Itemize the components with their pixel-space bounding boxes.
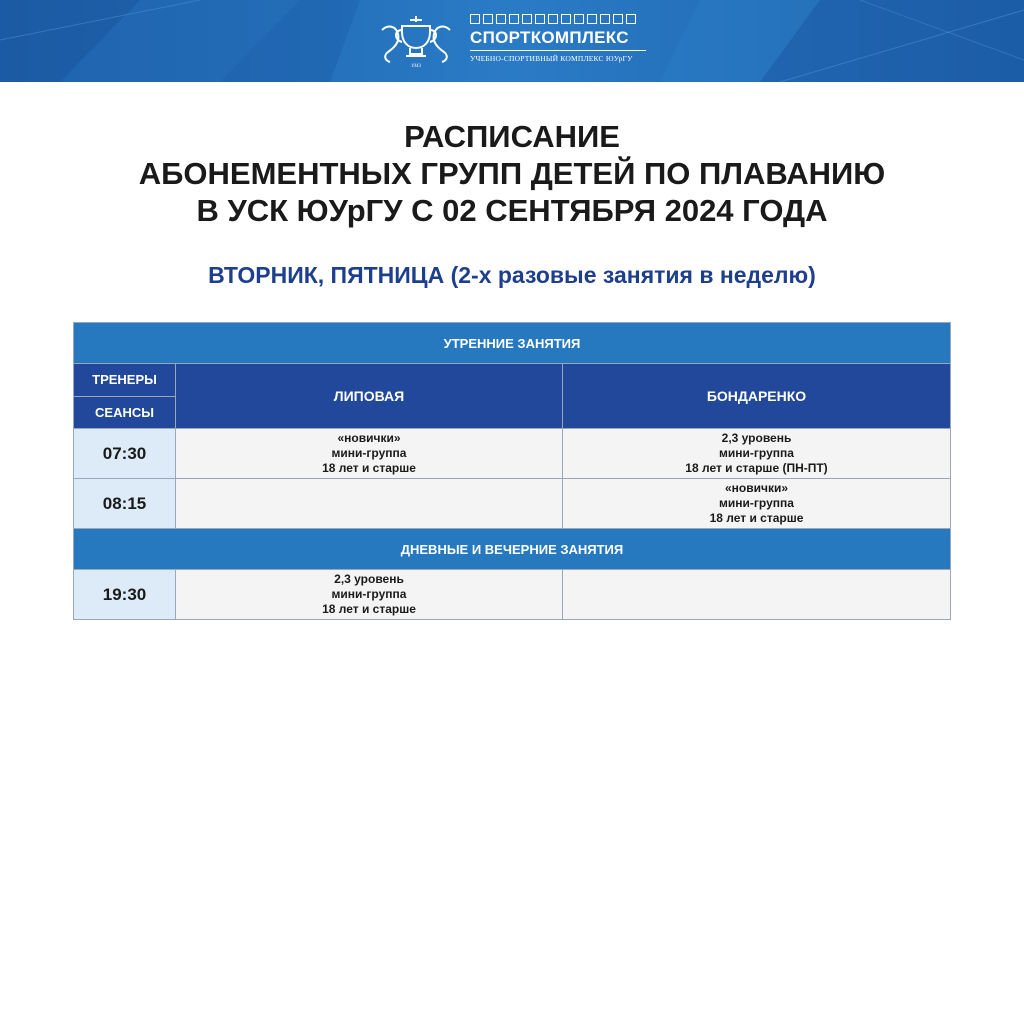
session-cell	[563, 429, 951, 479]
session-cell	[176, 429, 563, 479]
group-format: мини-группа	[331, 587, 407, 601]
title-line-2: АБОНЕМЕНТНЫХ ГРУПП ДЕТЕЙ ПО ПЛАВАНИЮ	[138, 156, 886, 191]
trainers-sessions-header	[74, 364, 176, 429]
session-time: 19:30	[74, 570, 176, 620]
evening-section-header: ДНЕВНЫЕ И ВЕЧЕРНИЕ ЗАНЯТИЯ	[74, 529, 951, 570]
group-age: 18 лет и старше	[322, 461, 416, 475]
session-time: 08:15	[74, 479, 176, 529]
sport-icons-row	[470, 14, 646, 24]
session-cell	[563, 479, 951, 529]
group-type: 2,3 уровень	[334, 572, 404, 586]
brand-block	[470, 12, 646, 63]
session-cell-empty	[176, 479, 563, 529]
sport-icon	[587, 14, 597, 24]
schedule-table	[73, 322, 951, 620]
established-year: 1943	[411, 64, 421, 69]
group-type: «новички»	[724, 481, 789, 495]
sport-icon	[613, 14, 623, 24]
group-format: мини-группа	[719, 446, 794, 460]
schedule-days: ВТОРНИК, ПЯТНИЦА (2-х разовые занятия в неделю)	[208, 262, 816, 288]
title-line-1: РАСПИСАНИЕ	[404, 119, 620, 154]
group-type: «новички»	[337, 431, 401, 445]
session-cell	[176, 570, 563, 620]
group-format: мини-группа	[331, 446, 407, 460]
page-title	[0, 118, 1024, 229]
sport-icon	[600, 14, 610, 24]
emblem-icon	[376, 12, 456, 70]
group-age: 18 лет и старше	[322, 602, 416, 616]
sport-icon	[561, 14, 571, 24]
coach-bondarenko: БОНДАРЕНКО	[563, 364, 951, 429]
sport-icon	[548, 14, 558, 24]
sport-icon	[535, 14, 545, 24]
sport-icon	[496, 14, 506, 24]
sport-icon	[522, 14, 532, 24]
sport-icon	[574, 14, 584, 24]
trainers-label: ТРЕНЕРЫ	[74, 364, 175, 397]
brand-divider	[470, 50, 646, 51]
brand-name: СПОРТКОМПЛЕКС	[470, 28, 629, 47]
sessions-label: СЕАНСЫ	[95, 405, 154, 420]
coach-lipovaya: ЛИПОВАЯ	[176, 364, 563, 429]
brand-subtitle: УЧЕБНО-СПОРТИВНЫЙ КОМПЛЕКС ЮУрГУ	[470, 54, 633, 63]
session-cell-empty	[563, 570, 951, 620]
group-age: 18 лет и старше	[709, 511, 804, 525]
sport-icon	[626, 14, 636, 24]
header-banner	[0, 0, 1024, 82]
logo	[376, 12, 646, 72]
session-time: 07:30	[74, 429, 176, 479]
morning-section-header: УТРЕННИЕ ЗАНЯТИЯ	[74, 323, 951, 364]
group-type: 2,3 уровень	[721, 431, 792, 445]
sport-icon	[483, 14, 493, 24]
sport-icon	[470, 14, 480, 24]
sport-icon	[509, 14, 519, 24]
group-format: мини-группа	[719, 496, 794, 510]
group-age: 18 лет и старше (ПН-ПТ)	[685, 461, 828, 475]
title-line-3: В УСК ЮУрГУ С 02 СЕНТЯБРЯ 2024 ГОДА	[196, 193, 828, 228]
